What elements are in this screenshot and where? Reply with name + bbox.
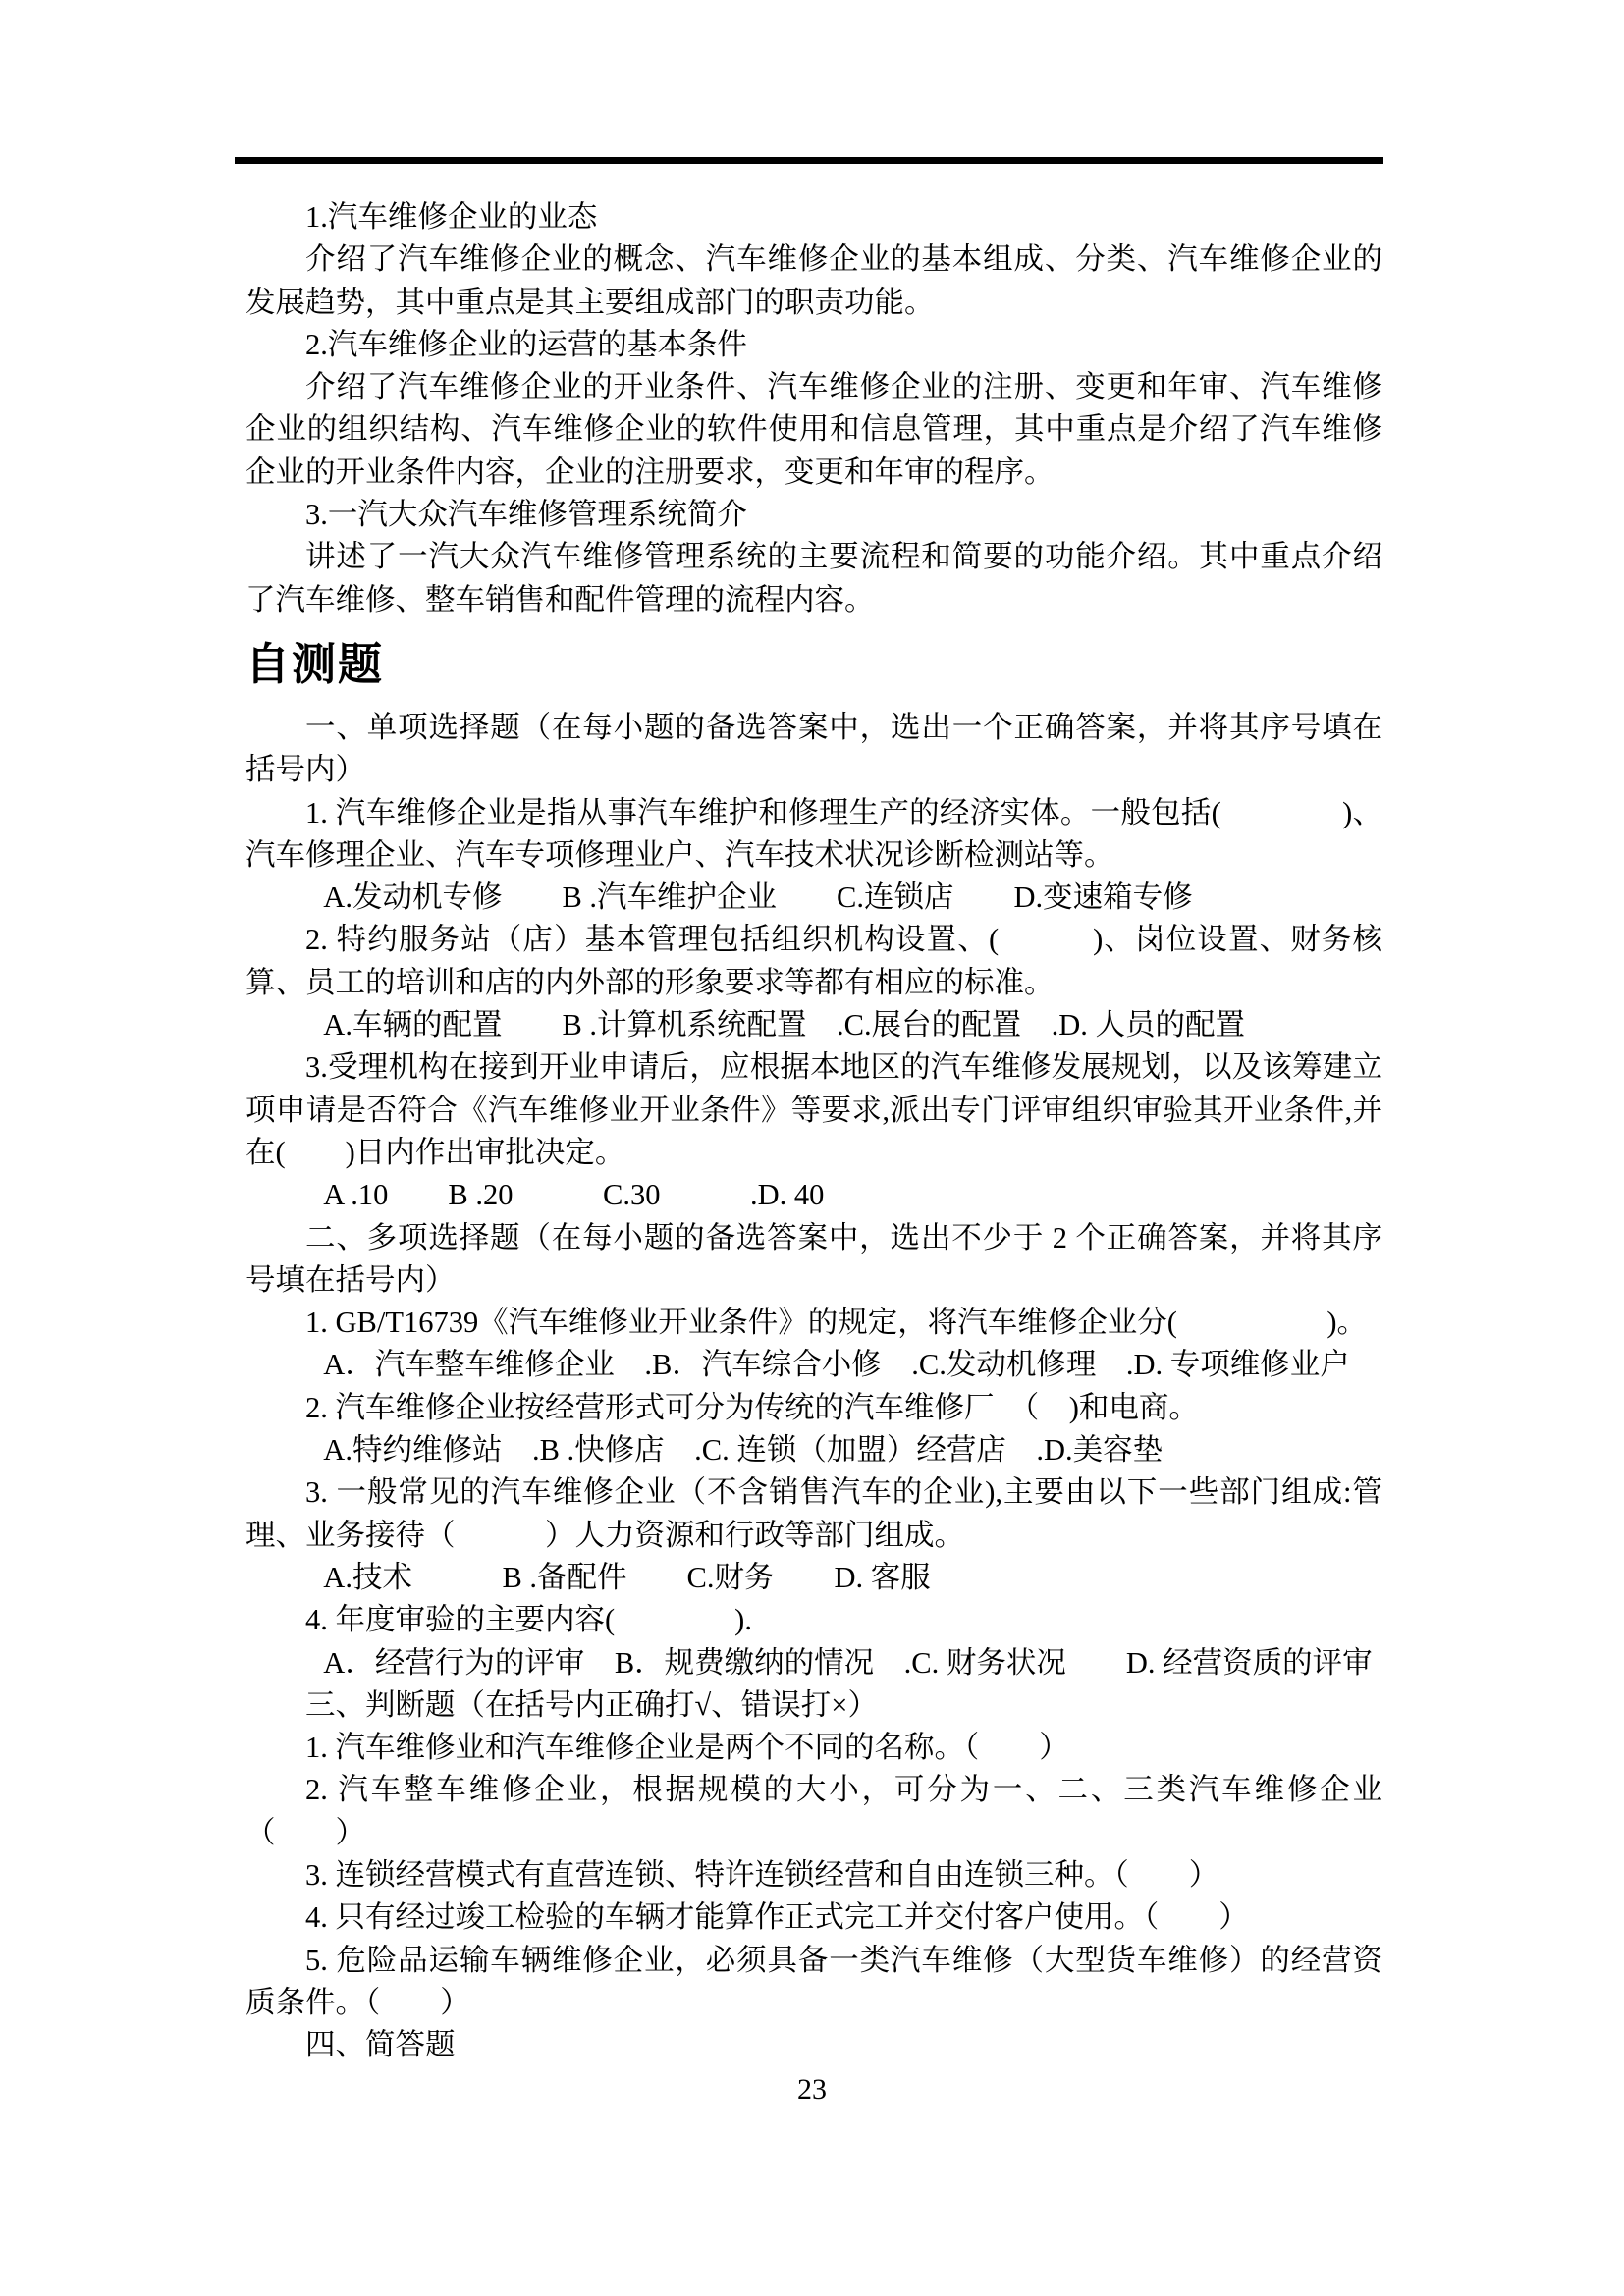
self-test-paragraph: 3. 连锁经营模式有直营连锁、特许连锁经营和自由连锁三种。（ ） xyxy=(305,1857,1219,1892)
summary-paragraph: 介绍了汽车维修企业的开业条件、汽车维修企业的注册、变更和年审、汽车维修企业的组织结构、汽车维修企业的软件使用和信息管理，其中重点是介绍了汽车维修企业的开业条件内容，企业的注册要求，变更和年审的程序。 xyxy=(245,370,1382,489)
summary-paragraph: 1.汽车维修企业的业态 xyxy=(305,200,598,234)
page-body xyxy=(245,196,1382,2066)
self-test-paragraph: 2. 汽车维修企业按经营形式可分为传统的汽车维修厂 （ )和电商。 xyxy=(305,1390,1199,1424)
self-test-section xyxy=(245,707,1382,2067)
self-test-paragraph: A.特约维修站 .B .快修店 .C. 连锁（加盟）经营店 .D.美容垫 xyxy=(323,1433,1164,1468)
self-test-paragraph: A．汽车整车维修企业 .B．汽车综合小修 .C.发动机修理 .D. 专项维修业户 xyxy=(323,1348,1350,1382)
self-test-paragraph: 一、单项选择题（在每小题的备选答案中，选出一个正确答案，并将其序号填在括号内） xyxy=(245,710,1382,787)
summary-paragraph: 2.汽车维修企业的运营的基本条件 xyxy=(305,327,747,361)
summary-paragraph: 3.一汽大众汽车维修管理系统简介 xyxy=(305,498,747,532)
self-test-paragraph: A．经营行为的评审 B．规费缴纳的情况 .C. 财务状况 D. 经营资质的评审 xyxy=(323,1645,1373,1680)
self-test-paragraph: 2. 特约服务站（店）基本管理包括组织机构设置、( )、岗位设置、财务核算、员工的培训和店的内外部的形象要求等都有相应的标准。 xyxy=(245,923,1382,999)
self-test-paragraph: 3. 一般常见的汽车维修企业（不含销售汽车的企业),主要由以下一些部门组成:管理、业务接待（ ）人力资源和行政等部门组成。 xyxy=(245,1475,1382,1552)
self-test-paragraph: 1. GB/T16739《汽车维修业开业条件》的规定，将汽车维修企业分( )。 xyxy=(305,1306,1368,1340)
self-test-paragraph: A.车辆的配置 B .计算机系统配置 .C.展台的配置 .D. 人员的配置 xyxy=(323,1008,1246,1042)
header-rule xyxy=(235,157,1383,164)
self-test-paragraph: 3.受理机构在接到开业申请后，应根据本地区的汽车维修发展规划，以及该筹建立项申请是否符合《汽车维修业开业条件》等要求,派出专门评审组织审验其开业条件,并在( )日内作出审批决定。 xyxy=(245,1050,1382,1169)
summary-paragraph: 介绍了汽车维修企业的概念、汽车维修企业的基本组成、分类、汽车维修企业的发展趋势，其中重点是其主要组成部门的职责功能。 xyxy=(245,242,1382,319)
self-test-paragraph: 二、多项选择题（在每小题的备选答案中，选出不少于 2 个正确答案，并将其序号填在括号内） xyxy=(245,1220,1382,1297)
self-test-paragraph: 5. 危险品运输车辆维修企业，必须具备一类汽车维修（大型货车维修）的经营资质条件。（ ） xyxy=(245,1943,1382,2019)
summary-paragraph: 讲述了一汽大众汽车维修管理系统的主要流程和简要的功能介绍。其中重点介绍了汽车维修、整车销售和配件管理的流程内容。 xyxy=(245,540,1382,616)
chapter-summary-section xyxy=(245,196,1382,621)
self-test-paragraph: 2. 汽车整车维修企业，根据规模的大小，可分为一、二、三类汽车维修企业（ ） xyxy=(245,1773,1382,1849)
self-test-paragraph: 4. 年度审验的主要内容( ). xyxy=(305,1603,752,1637)
page-number: 23 xyxy=(797,2073,827,2106)
self-test-paragraph: 4. 只有经过竣工检验的车辆才能算作正式完工并交付客户使用。（ ） xyxy=(305,1900,1249,1935)
self-test-paragraph: A .10 B .20 C.30 .D. 40 xyxy=(323,1178,825,1212)
self-test-heading: 自测题 xyxy=(245,637,385,690)
self-test-paragraph: 三、判断题（在括号内正确打√、错误打×） xyxy=(305,1687,878,1722)
self-test-paragraph: 1. 汽车维修企业是指从事汽车维护和修理生产的经济实体。一般包括( )、汽车修理企业、汽车专项修理业户、汽车技术状况诊断检测站等。 xyxy=(245,795,1382,872)
self-test-paragraph: 1. 汽车维修业和汽车维修企业是两个不同的名称。（ ） xyxy=(305,1731,1069,1765)
self-test-paragraph: A.发动机专修 B .汽车维护企业 C.连锁店 D.变速箱专修 xyxy=(323,881,1193,915)
self-test-paragraph: A.技术 B .备配件 C.财务 D. 客服 xyxy=(323,1560,931,1594)
self-test-paragraph: 四、简答题 xyxy=(305,2028,456,2062)
